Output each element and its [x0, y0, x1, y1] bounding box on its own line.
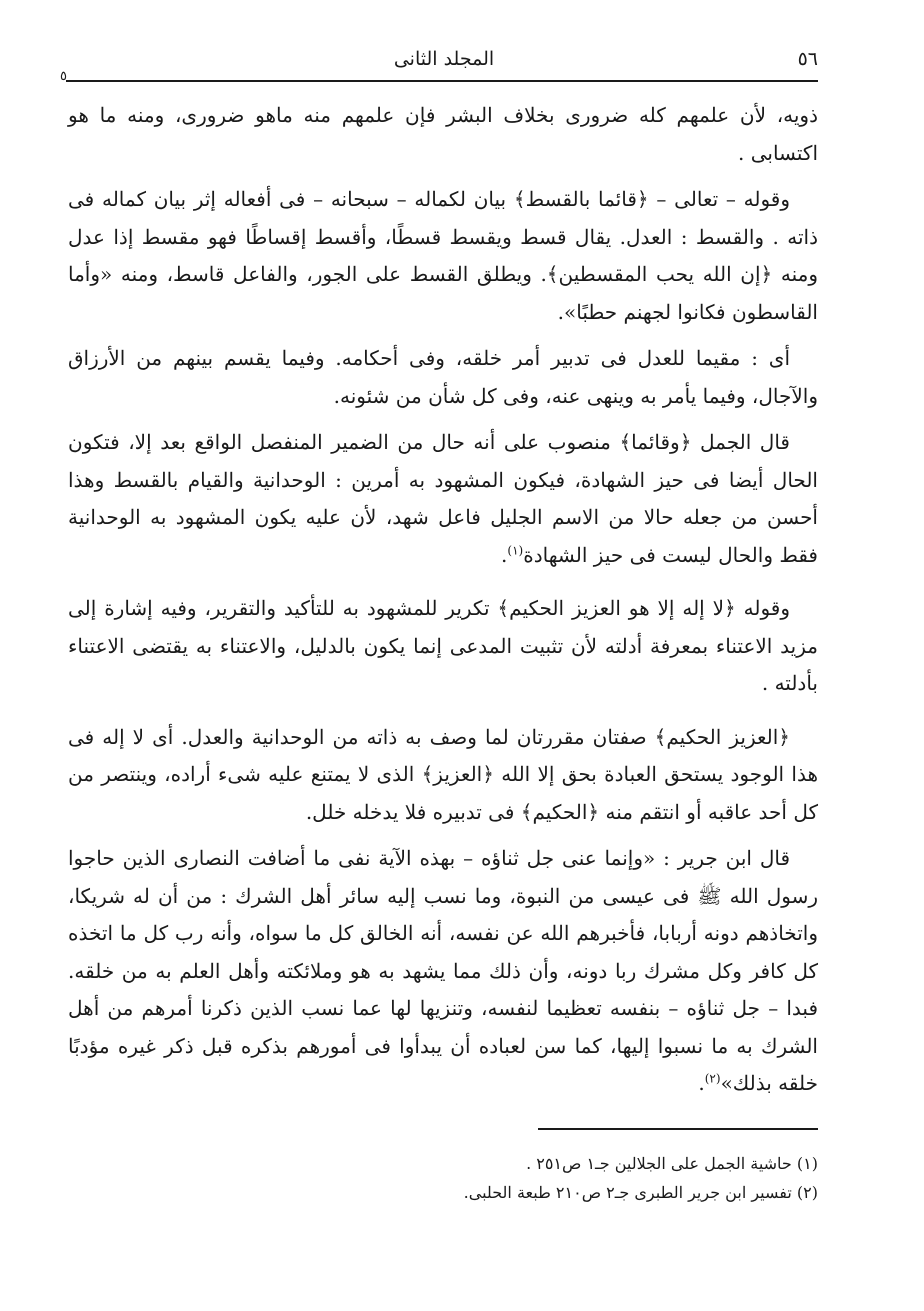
- footnote-reference-1[interactable]: (١): [507, 542, 524, 557]
- paragraph-7: [68, 840, 818, 1103]
- footnotes: [68, 1149, 818, 1207]
- footnote-rule: [538, 1128, 818, 1130]
- paragraph-3: [68, 340, 818, 415]
- footnote-2: (٢) تفسير ابن جرير الطبرى جـ٢ ص٢١٠ طبعة الحلبى.: [463, 1183, 818, 1202]
- paragraph-1-text: ذويه، لأن علمهم كله ضرورى بخلاف البشر فإن علمهم منه ماهو ضرورى، ومنه ما هو اكتسابى .: [68, 103, 818, 165]
- paragraph-6: [68, 719, 818, 832]
- paragraph-3-text: أى : مقيما للعدل فى تدبير أمر خلقه، وفى أحكامه. وفيما يقسم بينهم من الأرزاق والآجال، وفيما يأمر به وينهى عنه، وفى كل شأن من شئونه.: [68, 346, 818, 408]
- page-header: [66, 44, 822, 74]
- footnote-1: (١) حاشية الجمل على الجلالين جـ١ ص٢٥١ .: [526, 1154, 818, 1173]
- running-head: المجلد الثانى: [393, 48, 495, 70]
- paragraph-4-text: قال الجمل ﴿وقائما﴾ منصوب على أنه حال من الضمير المنفصل الواقع بعد إلا، فتكون الحال أيضا فى حيز الشهادة، فيكون المشهود به أمرين : الوحدانية والقيام بالقسط وهذا أحسن من جعله حالا من الاسم الجليل فاعل شهد، لأن عليه يكون المشهود به الوحدانية فقط والحال ليست فى حيز الشهادة: [68, 430, 818, 567]
- paragraph-4: [68, 424, 818, 574]
- edge-mark: ٥: [60, 69, 67, 84]
- paragraph-5-text: وقوله ﴿لا إله إلا هو العزيز الحكيم﴾ تكرير للمشهود به للتأكيد والتقرير، وفيه إشارة إلى مزيد الاعتناء بمعرفة أدلته لأن تثبيت المدعى إنما يكون بالدليل، والاعتناء به يقتضى الاعتناء بأدلته .: [68, 596, 818, 695]
- paragraph-7-tail: .: [698, 1071, 705, 1095]
- paragraph-6-text: ﴿العزيز الحكيم﴾ صفتان مقررتان لما وصف به ذاته من الوحدانية والعدل. أى لا إله فى هذا الوجود يستحق العبادة بحق إلا الله ﴿العزيز﴾ الذى لا يمتنع عليه شىء أراده، وينتصر من كل أحد عاقبه أو انتقم منه ﴿الحكيم﴾ فى تدبيره فلا يدخله خلل.: [68, 724, 818, 824]
- paragraph-7-text: قال ابن جرير : «وإنما عنى جل ثناؤه – بهذه الآية نفى ما أضافت النصارى الذين حاجوا رسول الله ﷺ فى عيسى من النبوة، وما نسب إليه سائر أهل الشرك : من أن له شريكا، واتخاذهم دونه أربابا، فأخبرهم الله عن نفسه، أنه الخالق كل ما سواه، وأنه رب كل ما اتخذه كل كافر وكل مشرك ربا دونه، وأن ذلك مما يشهد به هو وملائكته وأهل العلم به من خلقه. فبدا – جل ثناؤه – بنفسه تعظيما لنفسه، وتنزيها لها عما نسب الذين ذكرنا أمرهم من أهل الشرك به ما نسبوا إليها، كما سن لعباده أن يبدأوا فى أمورهم بذكره قبل ذكر غيره مؤدبًا خلقه بذلك»: [68, 846, 818, 1095]
- paragraph-4-tail: .: [501, 542, 508, 567]
- header-rule: [66, 80, 818, 82]
- footnote-reference-2[interactable]: (٢): [704, 1071, 721, 1086]
- paragraph-2: [68, 181, 818, 331]
- paragraph-2-text: وقوله – تعالى – ﴿قائما بالقسط﴾ بيان لكماله – سبحانه – فى أفعاله إثر بيان كماله فى ذاته . والقسط : العدل. يقال قسط ويقسط قسطًا، وأقسط إقساطًا فهو مقسط إذا عدل ومنه ﴿إن الله يحب المقسطين﴾. ويطلق القسط على الجور، والفاعل قاسط، ومنه «وأما القاسطون فكانوا لجهنم حطبًا».: [68, 187, 818, 324]
- body-text: [68, 97, 818, 1112]
- paragraph-1: [68, 97, 818, 172]
- page-number: ٥٦: [797, 48, 818, 70]
- paragraph-5: [68, 590, 818, 703]
